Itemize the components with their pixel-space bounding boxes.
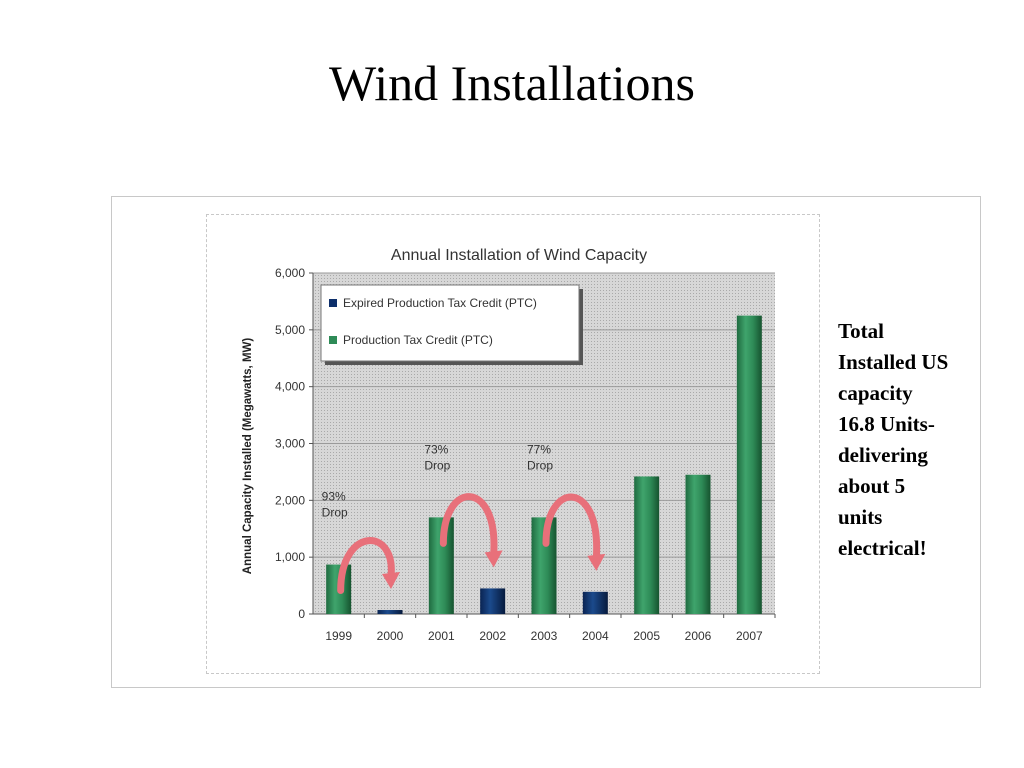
chart-container [206, 214, 820, 674]
x-tick-label: 2000 [376, 629, 404, 643]
chart-title: Annual Installation of Wind Capacity [390, 247, 648, 264]
legend-label-expired: Expired Production Tax Credit (PTC) [343, 296, 537, 310]
drop-label-2001: 73% [424, 442, 449, 457]
x-tick-label: 2003 [530, 629, 558, 643]
legend-label-ptc: Production Tax Credit (PTC) [343, 333, 493, 347]
x-tick-label: 2005 [633, 629, 661, 643]
bar-2007 [737, 316, 762, 614]
note-line: delivering [838, 443, 928, 467]
note-line: capacity [838, 381, 913, 405]
drop-label-1999: 93% [321, 489, 346, 504]
y-tick-label: 0 [298, 607, 305, 621]
y-tick-label: 4,000 [274, 379, 305, 394]
bar-2005 [634, 476, 659, 614]
note-line: electrical! [838, 536, 927, 560]
y-tick-label: 3,000 [274, 436, 305, 451]
y-tick-label: 6,000 [274, 266, 305, 280]
drop-label-2003: 77% [527, 442, 552, 457]
side-note [838, 316, 983, 564]
wind-capacity-chart [207, 215, 821, 675]
x-tick-label: 2002 [479, 629, 507, 643]
x-tick-label: 2006 [684, 629, 712, 643]
x-tick-label: 1999 [325, 629, 353, 643]
y-tick-label: 2,000 [274, 493, 305, 508]
legend-swatch-ptc [329, 336, 337, 344]
bar-2002 [480, 588, 505, 614]
x-tick-label: 2007 [735, 629, 763, 643]
note-line: Installed US [838, 350, 949, 374]
slide-title: Wind Installations [329, 55, 695, 111]
legend-swatch-expired [329, 299, 337, 307]
note-line: about 5 [838, 474, 906, 498]
x-tick-label: 2001 [427, 629, 455, 643]
note-line: 16.8 Units- [838, 412, 935, 436]
y-tick-label: 5,000 [274, 322, 305, 337]
drop-label-2001: Drop [424, 458, 451, 473]
y-tick-label: 1,000 [274, 550, 305, 565]
x-tick-label: 2004 [581, 629, 609, 643]
bar-2004 [583, 592, 608, 614]
drop-label-1999: Drop [321, 505, 348, 520]
bar-2006 [686, 475, 711, 614]
bar-2000 [378, 610, 403, 614]
y-axis-label: Annual Capacity Installed (Megawatts, MW) [242, 337, 254, 575]
note-line: units [838, 505, 883, 529]
drop-label-2003: Drop [527, 458, 554, 473]
note-line: Total [838, 319, 884, 343]
